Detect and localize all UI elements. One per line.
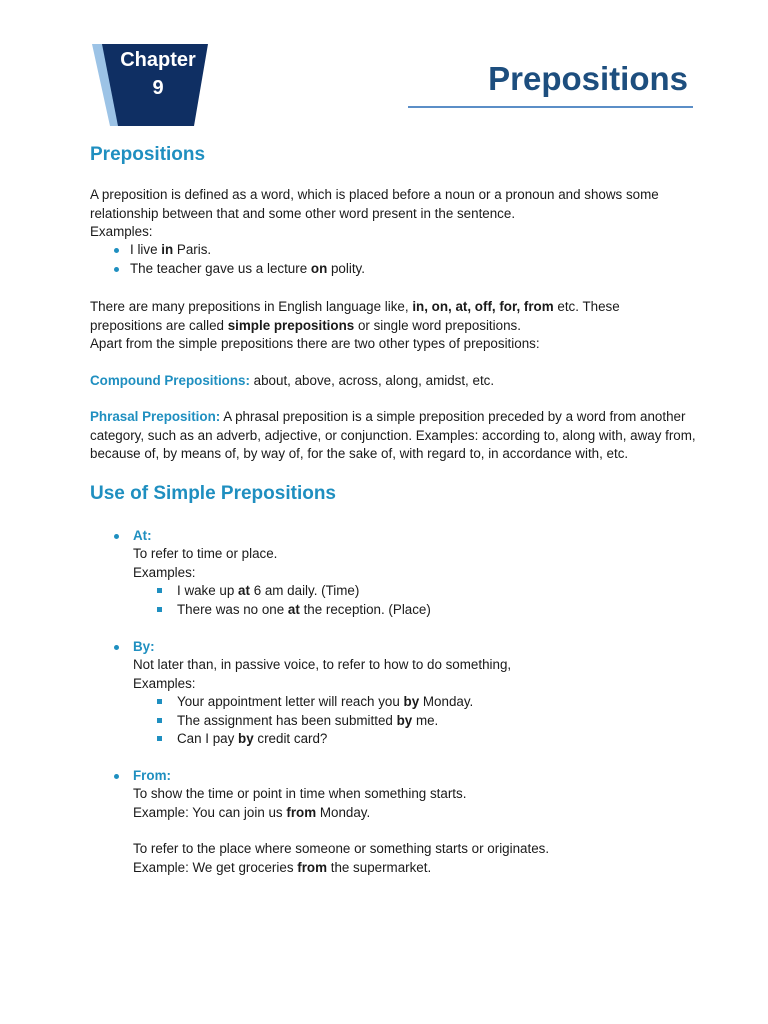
item-from: From: <box>110 767 171 786</box>
chapter-label: Chapter <box>120 49 196 71</box>
list-item: The teacher gave us a lecture on polity. <box>110 260 365 279</box>
phrasal-preposition-paragraph: Phrasal Preposition: A phrasal preposition is a simple preposition preceded by a word from another category, such as an adverb, adjective, or conjunction. Examples: according to, along with, away from, because of, by means of, by way of, for the sake of, with regard to, in accordance with, etc. <box>90 409 696 461</box>
compound-prepositions-paragraph: Compound Prepositions: about, above, across, along, amidst, etc. <box>90 373 495 388</box>
by-examples-list <box>155 693 473 749</box>
definition-text: A preposition is defined as a word, which is placed before a noun or a pronoun and shows some relationship between that and some other word present in the sentence. <box>90 187 659 221</box>
list-item: I live in Paris. <box>110 241 365 260</box>
examples-label: Examples: <box>90 224 153 239</box>
by-description: Not later than, in passive voice, to refer to how to do something, Examples: <box>133 657 512 691</box>
bullet-icon <box>114 645 119 650</box>
at-description: To refer to time or place. Examples: <box>133 546 278 580</box>
section-heading-prepositions: Prepositions <box>90 144 206 165</box>
from-time-paragraph: To show the time or point in time when something starts. Example: You can join us from Monday. <box>133 786 467 820</box>
section-heading-use-of-simple-prepositions: Use of Simple Prepositions <box>90 483 336 504</box>
list-item: I wake up at 6 am daily. (Time) <box>155 582 431 601</box>
list-item: Can I pay by credit card? <box>155 730 473 749</box>
from-place-paragraph: To refer to the place where someone or something starts or originates. Example: We get groceries from the supermarket. <box>133 841 550 875</box>
list-item: The assignment has been submitted by me. <box>155 712 473 731</box>
phrasal-label: Phrasal Preposition: <box>90 409 221 424</box>
bullet-icon <box>114 774 119 779</box>
title-underline <box>408 106 693 108</box>
item-by: By: <box>110 638 155 657</box>
list-item: Your appointment letter will reach you by Monday. <box>155 693 473 712</box>
compound-label: Compound Prepositions: <box>90 373 250 388</box>
chapter-number: 9 <box>152 77 164 99</box>
definition-paragraph <box>90 186 700 242</box>
list-item: There was no one at the reception. (Place) <box>155 601 431 620</box>
page-title: Prepositions <box>488 60 688 97</box>
chapter-badge <box>88 42 212 128</box>
chapter-badge-text <box>108 46 208 102</box>
at-examples-list <box>155 582 431 619</box>
item-at: At: <box>110 527 152 546</box>
intro-examples-list <box>110 241 365 278</box>
simple-prepositions-paragraph: There are many prepositions in English language like, in, on, at, off, for, from etc. These prepositions are called simple prepositions or single word prepositions. Apart from the simple prepositions there are two other types of prepositions: <box>90 299 620 351</box>
bullet-icon <box>114 534 119 539</box>
